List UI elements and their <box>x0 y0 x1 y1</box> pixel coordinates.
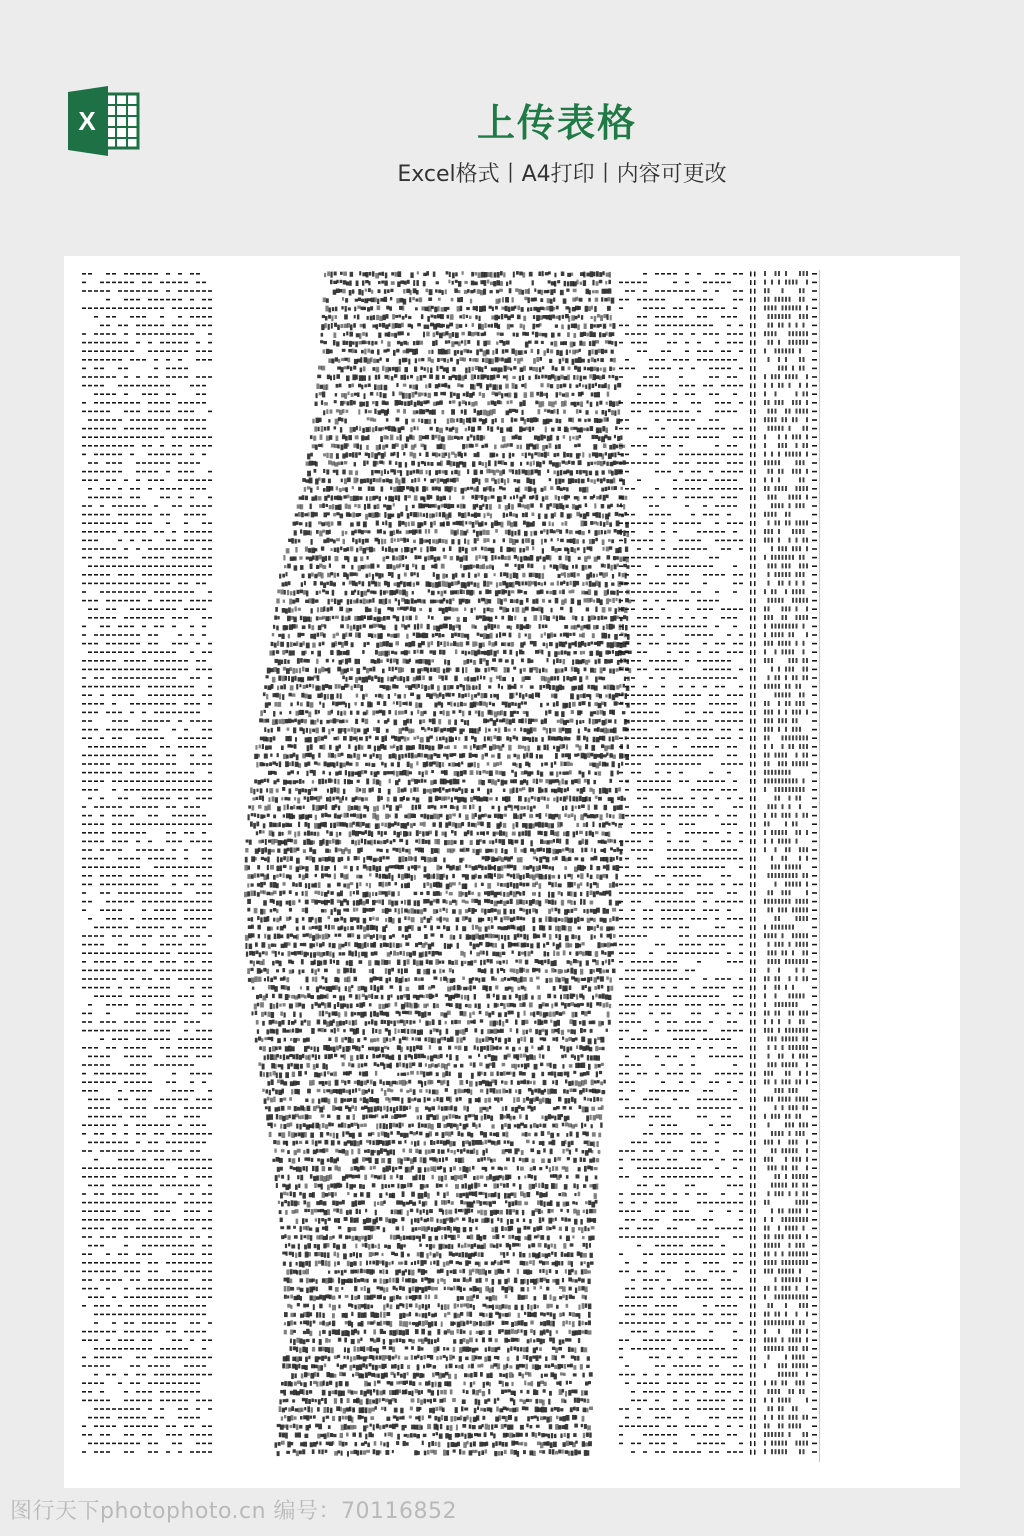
spreadsheet-scan <box>64 256 960 1488</box>
scan-rows <box>82 270 820 1462</box>
excel-letter: X <box>78 106 96 136</box>
page-title: 上传表格 <box>476 101 637 145</box>
watermark: 图行天下photophoto.cn 编号：70116852 <box>10 1499 458 1524</box>
spreadsheet-preview <box>64 256 960 1488</box>
page-subtitle: Excel格式丨A4打印丨内容可更改 <box>397 162 727 187</box>
